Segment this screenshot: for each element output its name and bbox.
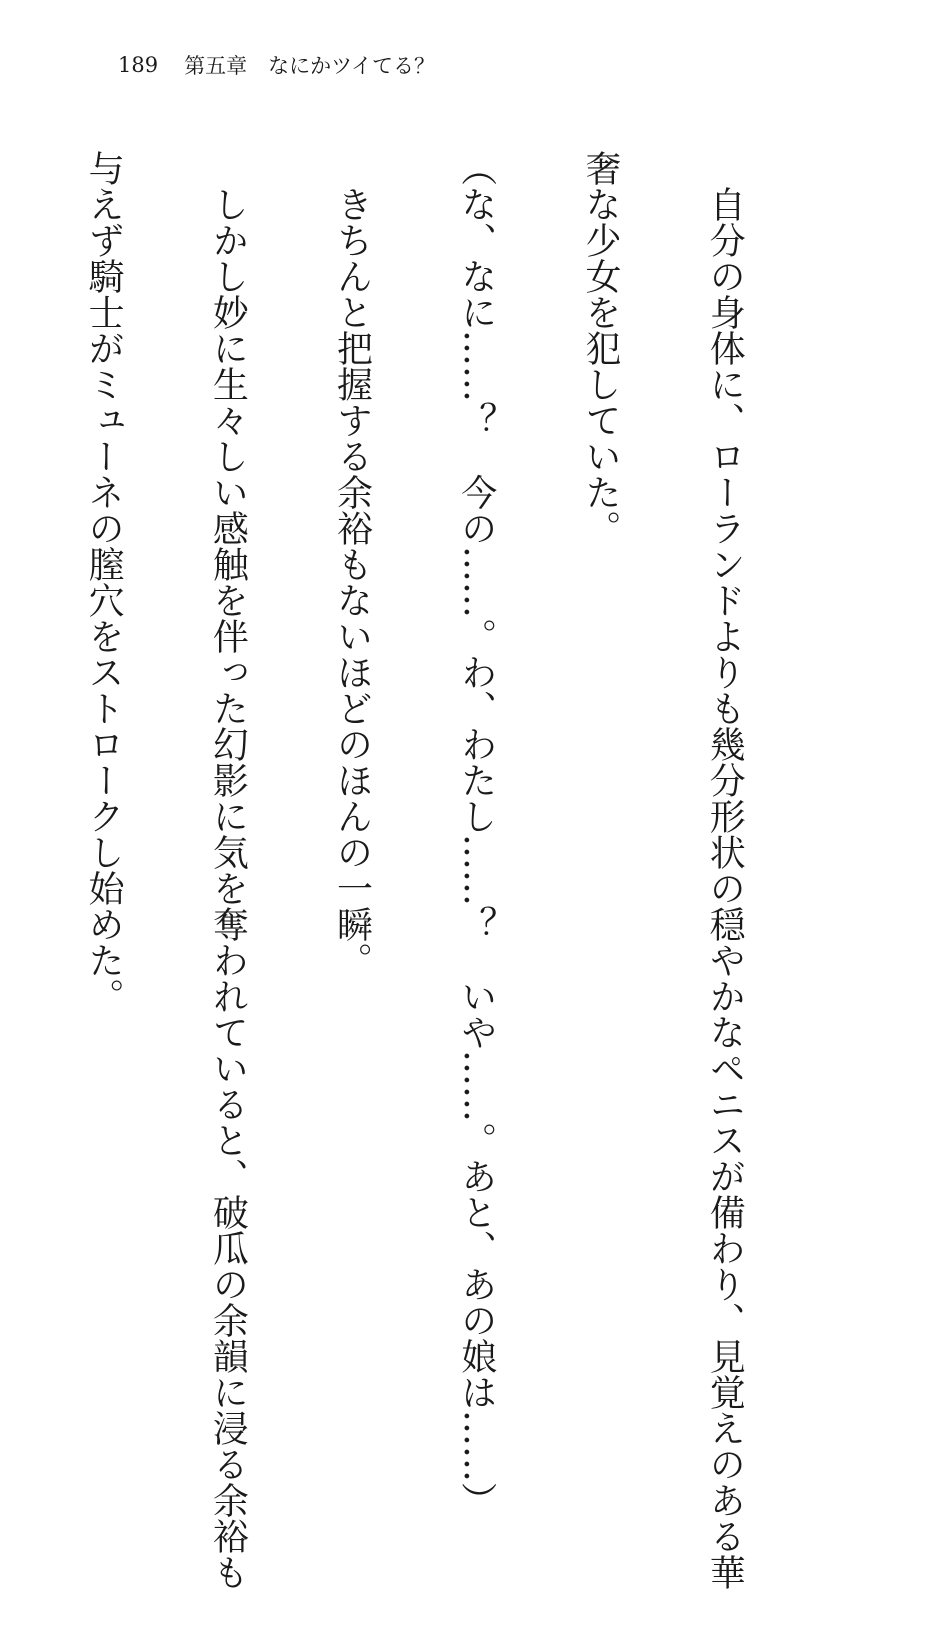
text-line: （な、なに……？ 今の……。わ、わたし……？ いや……。あと、あの娘は……） [455, 150, 497, 1518]
running-header [118, 50, 435, 80]
text-line: きちんと把握する余裕もないほどのほんの一瞬。 [331, 150, 373, 978]
page-number: 189 [118, 53, 159, 77]
chapter-title: 第五章 なにかツイてる？ [184, 54, 436, 78]
text-line: 与えず騎士がミューネの膣穴をストロークし始めた。 [83, 150, 125, 1014]
text-line: しかし妙に生々しい感触を伴った幻影に気を奪われていると、破瓜の余韻に浸る余裕も [207, 150, 249, 1590]
text-line: 自分の身体に、ローランドよりも幾分形状の穏やかなペニスが備わり、見覚えのある華 [704, 150, 746, 1590]
body-text [0, 150, 828, 1590]
text-line: 奢な少女を犯していた。 [579, 150, 621, 546]
